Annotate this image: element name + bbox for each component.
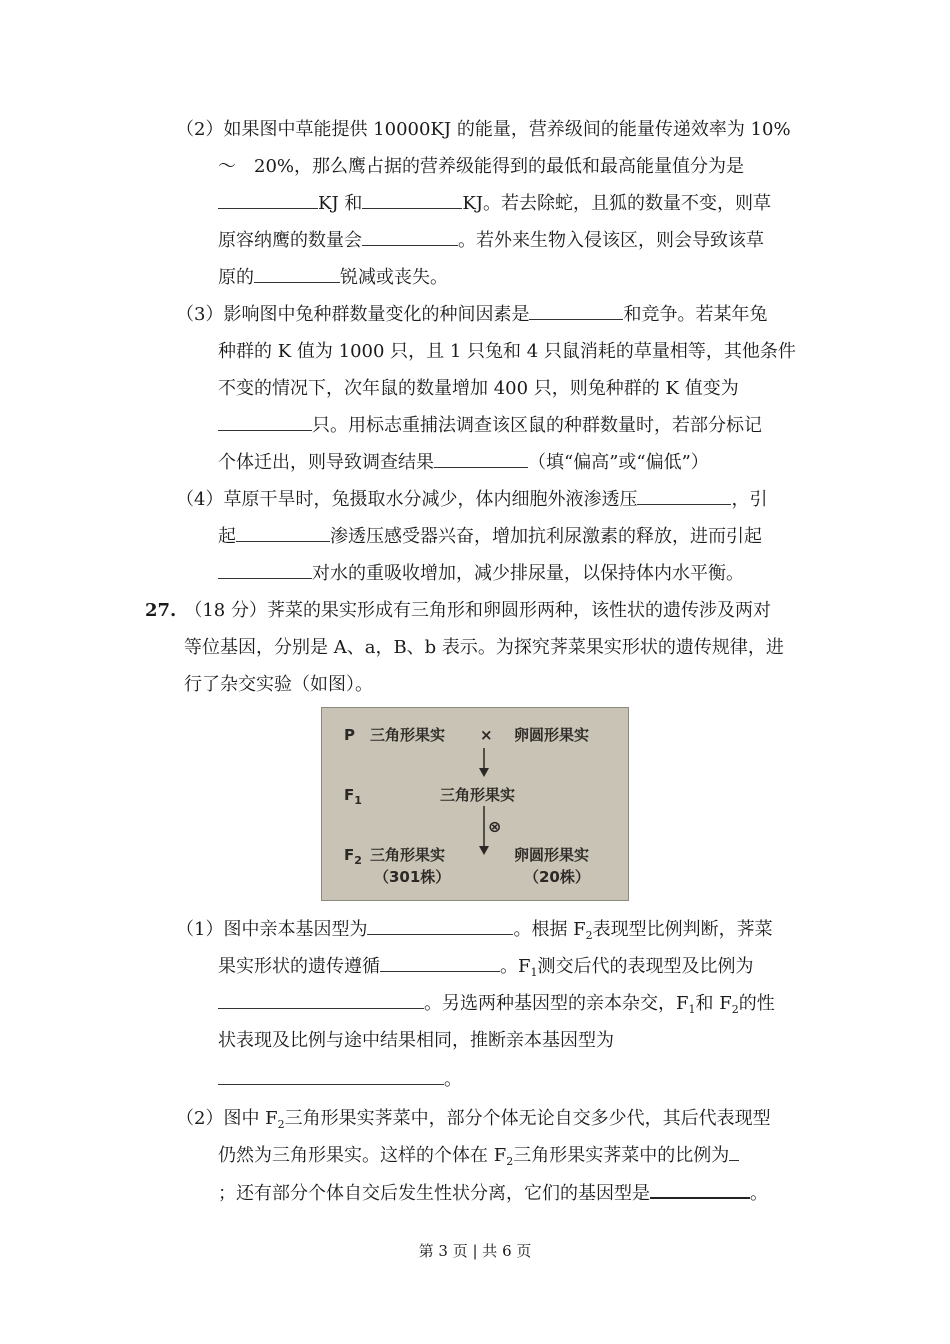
f2-left-count: （301株） bbox=[374, 868, 451, 886]
q26-2-line5: 原的 锐减或丧失。 bbox=[218, 267, 448, 288]
cross-symbol: × bbox=[480, 726, 493, 744]
q27-2-line1: （2）图中 $F_2$三角形果实荠菜中，部分个体无论自交多少代，其后代表现型 bbox=[176, 1108, 771, 1131]
answer-blank[interactable] bbox=[236, 525, 330, 542]
p-left-phenotype: 三角形果实 bbox=[370, 726, 446, 744]
page-footer: 第 3 页 | 共 6 页 bbox=[418, 1242, 532, 1260]
q26-4-line1: （4）草原干旱时，兔摄取水分减少，体内细胞外液渗透压 ，引 bbox=[176, 489, 768, 510]
f2-right-phenotype: 卵圆形果实 bbox=[514, 846, 590, 864]
selfing-symbol: ⊗ bbox=[488, 817, 502, 836]
q27-2-line2: 仍然为三角形果实。这样的个体在 $F_2$三角形果实荠菜中的比例为 bbox=[218, 1144, 739, 1170]
answer-blank[interactable] bbox=[218, 1068, 444, 1085]
q26-3-line4: 只。用标志重捕法调查该区鼠的种群数量时，若部分标记 bbox=[218, 414, 762, 438]
p-right-phenotype: 卵圆形果实 bbox=[514, 726, 590, 744]
answer-blank[interactable] bbox=[218, 992, 424, 1009]
q26-2-line4: 原容纳鹰的数量会 。若外来生物入侵该区，则会导致该草 bbox=[218, 230, 764, 251]
q26-4-line3: 对水的重吸收增加，减少排尿量，以保持体内水平衡。 bbox=[218, 562, 744, 586]
q26-3-line5: 个体迁出，则导致调查结果 （填“偏高”或“偏低”） bbox=[218, 452, 709, 473]
f2-label: $F_2$ bbox=[344, 846, 362, 867]
answer-blank[interactable] bbox=[362, 192, 462, 209]
f1-label: $F_1$ bbox=[344, 786, 362, 807]
answer-blank[interactable] bbox=[218, 562, 312, 579]
q27-line3: 行了杂交实验（如图）。 bbox=[184, 674, 373, 695]
answer-blank[interactable] bbox=[650, 1181, 750, 1199]
q26-3-line1: （3）影响图中兔种群数量变化的种间因素是 和竞争。若某年兔 bbox=[176, 304, 768, 325]
f2-left-phenotype: 三角形果实 bbox=[370, 846, 446, 864]
q27-1-line4: 状表现及比例与途中结果相同，推断亲本基因型为 bbox=[218, 1030, 614, 1051]
answer-blank[interactable] bbox=[637, 488, 731, 505]
q27-line2: 等位基因，分别是 A、a，B、b 表示。为探究荠菜果实形状的遗传规律，进 bbox=[184, 637, 784, 658]
q26-2-line1: （2）如果图中草能提供 10000KJ 的能量，营养级间的能量传递效率为 10% bbox=[176, 119, 791, 140]
p-label: P bbox=[344, 726, 355, 744]
answer-blank[interactable] bbox=[380, 955, 500, 972]
answer-blank[interactable] bbox=[362, 229, 458, 246]
q27-1-line5: 。 bbox=[218, 1068, 462, 1092]
q26-3-line3: 不变的情况下，次年鼠的数量增加 400 只，则兔种群的 K 值变为 bbox=[218, 378, 739, 399]
q27-1-line1: （1）图中亲本基因型为 。根据 $F_2$表现型比例判断，荠菜 bbox=[176, 919, 773, 942]
q26-2-line3: KJ 和 KJ。若去除蛇，且狐的数量不变，则草 bbox=[218, 192, 771, 216]
answer-blank[interactable] bbox=[434, 451, 528, 468]
answer-blank[interactable] bbox=[254, 266, 340, 283]
q27-line1: 27. （18 分）荠菜的果实形成有三角形和卵圆形两种，该性状的遗传涉及两对 bbox=[145, 600, 771, 621]
cross-diagram-figure bbox=[321, 707, 629, 901]
answer-blank[interactable] bbox=[729, 1144, 739, 1161]
q27-1-line2: 果实形状的遗传遵循 。$F_1$测交后代的表现型及比例为 bbox=[218, 956, 754, 979]
answer-blank[interactable] bbox=[367, 918, 513, 935]
q26-4-line2: 起 渗透压感受器兴奋，增加抗利尿激素的释放，进而引起 bbox=[218, 526, 762, 547]
f1-phenotype: 三角形果实 bbox=[440, 786, 516, 804]
question-number: 27. bbox=[145, 600, 177, 621]
q26-2-line2: ～ 20%，那么鹰占据的营养级能得到的最低和最高能量值分为是 bbox=[218, 156, 745, 177]
f2-right-count: （20株） bbox=[524, 868, 590, 886]
q26-3-line2: 种群的 K 值为 1000 只，且 1 只兔和 4 只鼠消耗的草量相等，其他条件 bbox=[218, 341, 796, 362]
arrow-down-icon bbox=[478, 748, 490, 778]
q27-1-line3: 。另选两种基因型的亲本杂交，$F_1$和 $F_2$的性 bbox=[218, 992, 775, 1018]
q27-2-line3: ；还有部分个体自交后发生性状分离，它们的基因型是 。 bbox=[218, 1183, 768, 1204]
answer-blank[interactable] bbox=[218, 414, 312, 431]
answer-blank[interactable] bbox=[529, 303, 623, 320]
answer-blank[interactable] bbox=[218, 192, 318, 209]
